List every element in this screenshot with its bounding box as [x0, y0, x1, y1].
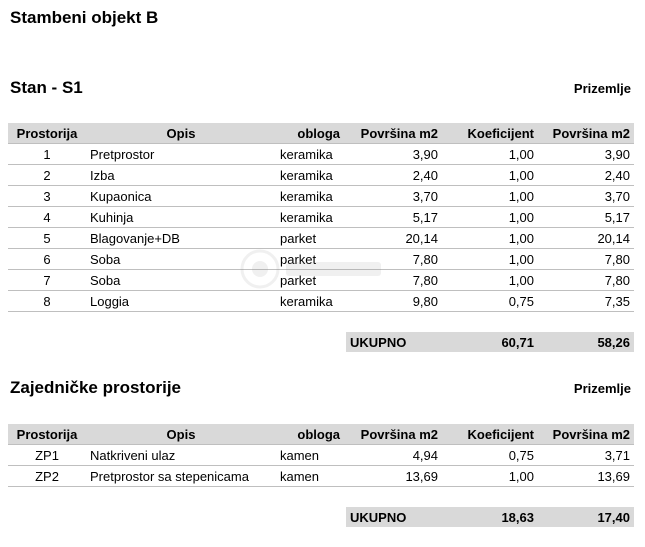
- cell-room: 2: [8, 165, 86, 186]
- cell-coefficient: 1,00: [442, 466, 538, 487]
- col-header-weighted-area: Površina m2: [538, 424, 634, 445]
- total-area: 60,71: [442, 332, 538, 352]
- cell-flooring: keramika: [276, 291, 346, 312]
- cell-flooring: kamen: [276, 466, 346, 487]
- cell-area: 7,80: [346, 249, 442, 270]
- cell-weighted-area: 5,17: [538, 207, 634, 228]
- cell-flooring: parket: [276, 228, 346, 249]
- total-row-blank: [8, 332, 346, 352]
- col-header-flooring: obloga: [276, 424, 346, 445]
- cell-coefficient: 1,00: [442, 144, 538, 165]
- cell-room: 5: [8, 228, 86, 249]
- cell-room: 7: [8, 270, 86, 291]
- section-title-stan-s1: Stan - S1: [10, 78, 83, 97]
- col-header-weighted-area: Površina m2: [538, 123, 634, 144]
- table-row: [8, 165, 634, 186]
- table-row: [8, 445, 634, 466]
- spacer-cell: [8, 487, 634, 508]
- cell-description: Soba: [86, 249, 276, 270]
- cell-room: 4: [8, 207, 86, 228]
- cell-coefficient: 1,00: [442, 249, 538, 270]
- cell-weighted-area: 20,14: [538, 228, 634, 249]
- cell-area: 4,94: [346, 445, 442, 466]
- col-header-flooring: obloga: [276, 123, 346, 144]
- section-floor-label: Prizemlje: [573, 381, 631, 396]
- cell-room: 8: [8, 291, 86, 312]
- cell-weighted-area: 3,70: [538, 186, 634, 207]
- cell-description: Loggia: [86, 291, 276, 312]
- total-row: [8, 332, 634, 352]
- col-header-area: Površina m2: [346, 424, 442, 445]
- total-row-blank: [8, 507, 346, 527]
- col-header-coefficient: Koeficijent: [442, 424, 538, 445]
- table-row: [8, 144, 634, 165]
- total-row: [8, 507, 634, 527]
- cell-description: Pretprostor: [86, 144, 276, 165]
- cell-description: Natkriveni ulaz: [86, 445, 276, 466]
- cell-flooring: parket: [276, 270, 346, 291]
- cell-coefficient: 0,75: [442, 445, 538, 466]
- col-header-room: Prostorija: [8, 424, 86, 445]
- cell-coefficient: 1,00: [442, 186, 538, 207]
- cell-room: ZP1: [8, 445, 86, 466]
- cell-description: Izba: [86, 165, 276, 186]
- cell-coefficient: 1,00: [442, 165, 538, 186]
- cell-room: 6: [8, 249, 86, 270]
- total-weighted-area: 58,26: [538, 332, 634, 352]
- total-weighted-area: 17,40: [538, 507, 634, 527]
- total-label: UKUPNO: [346, 332, 442, 352]
- cell-room: 1: [8, 144, 86, 165]
- cell-flooring: keramika: [276, 207, 346, 228]
- col-header-room: Prostorija: [8, 123, 86, 144]
- spacer-row: [8, 312, 634, 333]
- cell-area: 3,70: [346, 186, 442, 207]
- cell-weighted-area: 13,69: [538, 466, 634, 487]
- cell-flooring: keramika: [276, 186, 346, 207]
- cell-room: ZP2: [8, 466, 86, 487]
- section-floor-label: Prizemlje: [573, 81, 631, 96]
- cell-flooring: keramika: [276, 144, 346, 165]
- cell-coefficient: 0,75: [442, 291, 538, 312]
- cell-weighted-area: 3,90: [538, 144, 634, 165]
- cell-weighted-area: 7,35: [538, 291, 634, 312]
- cell-coefficient: 1,00: [442, 228, 538, 249]
- spacer-row: [8, 487, 634, 508]
- cell-description: Soba: [86, 270, 276, 291]
- spacer-cell: [8, 312, 634, 333]
- col-header-description: Opis: [86, 424, 276, 445]
- cell-coefficient: 1,00: [442, 270, 538, 291]
- cell-weighted-area: 2,40: [538, 165, 634, 186]
- cell-description: Blagovanje+DB: [86, 228, 276, 249]
- cell-area: 20,14: [346, 228, 442, 249]
- cell-area: 7,80: [346, 270, 442, 291]
- cell-coefficient: 1,00: [442, 207, 538, 228]
- table-header-row: [8, 123, 634, 144]
- total-label: UKUPNO: [346, 507, 442, 527]
- cell-description: Pretprostor sa stepenicama: [86, 466, 276, 487]
- table-row: [8, 207, 634, 228]
- cell-description: Kupaonica: [86, 186, 276, 207]
- table-row: [8, 186, 634, 207]
- rooms-table-common: [8, 424, 634, 527]
- cell-weighted-area: 3,71: [538, 445, 634, 466]
- total-area: 18,63: [442, 507, 538, 527]
- watermark-logo-icon: [238, 244, 388, 294]
- document-title: Stambeni objekt B: [10, 8, 159, 27]
- cell-area: 13,69: [346, 466, 442, 487]
- cell-area: 5,17: [346, 207, 442, 228]
- cell-weighted-area: 7,80: [538, 249, 634, 270]
- col-header-description: Opis: [86, 123, 276, 144]
- cell-room: 3: [8, 186, 86, 207]
- cell-area: 2,40: [346, 165, 442, 186]
- cell-area: 9,80: [346, 291, 442, 312]
- col-header-coefficient: Koeficijent: [442, 123, 538, 144]
- col-header-area: Površina m2: [346, 123, 442, 144]
- cell-weighted-area: 7,80: [538, 270, 634, 291]
- rooms-table-stan-s1: [8, 123, 634, 352]
- cell-description: Kuhinja: [86, 207, 276, 228]
- section-title-common-rooms: Zajedničke prostorije: [10, 378, 181, 397]
- table-row: [8, 466, 634, 487]
- table-header-row: [8, 424, 634, 445]
- cell-flooring: kamen: [276, 445, 346, 466]
- cell-area: 3,90: [346, 144, 442, 165]
- cell-flooring: parket: [276, 249, 346, 270]
- cell-flooring: keramika: [276, 165, 346, 186]
